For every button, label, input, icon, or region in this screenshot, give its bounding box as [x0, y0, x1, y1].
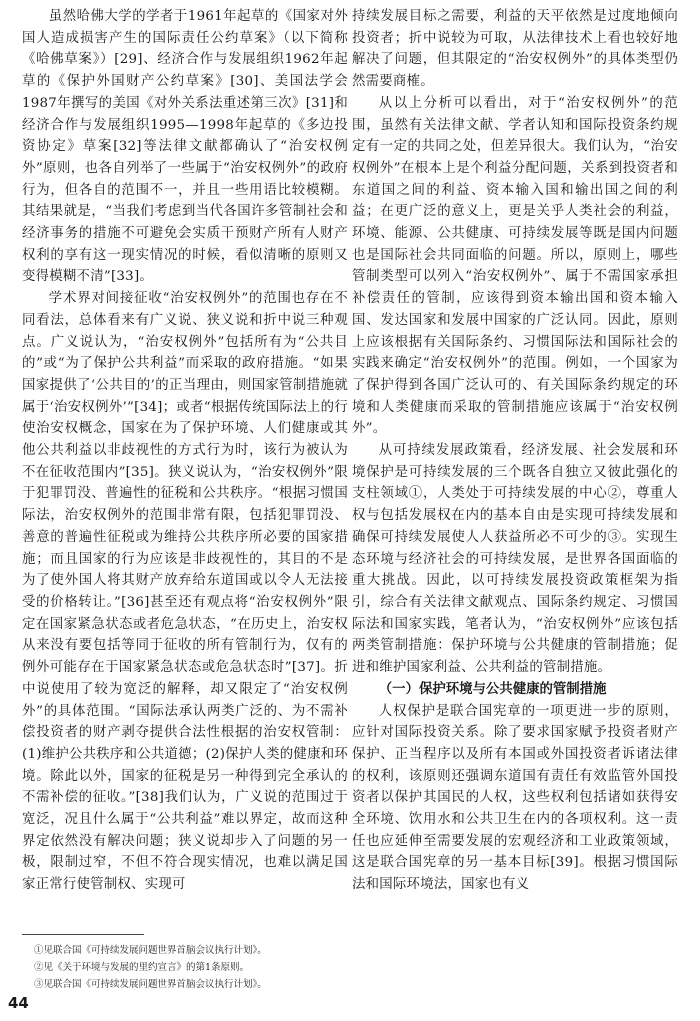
footnote: ②见《关于环境与发展的里约宣言》的第1条原则。 [34, 962, 250, 973]
section-heading: （一）保护环境与公共健康的管制措施 [378, 681, 607, 697]
paragraph: 从可持续发展政策看，经济发展、社会发展和环境保护是可持续发展的三个既各自独立又彼此强化的支柱领域①，人类处于可持续发展的中心②，尊重人权与包括发展权在内的基本自由是实现可持续发展和确保可持续发展使人人获益所必不可少的③。实现生态环境与经济社会的可持续发展，是世界各国面临的重大挑战。因此，以可持续发展投资政策框架为指引，综合有关法律文献观点、国际条约规定、习惯国际法和国家实践，笔者认为，“治安权例外”应该包括两类管制措施：保护环境与公共健康的管制措施；促进和维护国家利益、公共利益的管制措施。 [352, 443, 678, 676]
footnote: ①见联合国《可持续发展问题世界首脑会议执行计划》。 [34, 945, 267, 956]
page-number: 44 [8, 994, 29, 1012]
paragraph: 虽然哈佛大学的学者于1961年起草的《国家对外国人造成损害产生的国际责任公约草案》（以下简称《哈佛草案》）[29]、经济合作与发展组织1962年起草的《保护外国财产公约草案》[30]、美国法学会1987年撰写的美国《对外关系法重述第三次》[31]和经济合作与发展组织1995—1998年起草的《多边投资协定》草案[32]等法律文献都确认了“治安权例外”原则，也各自列举了一些属于“治安权例外”的政府行为，但各自的范围不一，并且一些用语比较模糊。其结果就是，“当我们考虑到当代各国许多管制社会和经济事务的措施不可避免会实质干预财产所有人财产权利的享有这一现实情况的时候，看似清晰的原则又变得模糊不清”[33]。 [22, 9, 348, 285]
paragraph: 从以上分析可以看出，对于“治安权例外”的范围，虽然有关法律文献、学者认知和国际投资条约规定有一定的共同之处，但差异很大。我们认为，“治安权例外”在根本上是个利益分配问题，关系到投资者和东道国之间的利益、资本输入国和输出国之间的利益；在更广泛的意义上，更是关乎人类社会的利益，环境、能源、公共健康、可持续发展等既是国内问题也是国际社会共同面临的问题。所以，原则上，哪些管制类型可以列入“治安权例外”、属于不需国家承担补偿责任的管制，应该得到资本输出国和资本输入国、发达国家和发展中国家的广泛认同。因此，原则上应该根据有关国际条约、习惯国际法和国际社会的实践来确定“治安权例外”的范围。例如，一个国家为了保护得到各国广泛认可的、有关国际条约规定的环境和人类健康而采取的管制措施应该属于“治安权例外”。 [352, 95, 678, 437]
left-column [22, 6, 348, 896]
footnote: ③见联合国《可持续发展问题世界首脑会议执行计划》。 [34, 979, 267, 990]
footnote-divider [22, 934, 144, 935]
paragraph-continued: 持续发展目标之需要，利益的天平依然是过度地倾向投资者；折中说较为可取，从法律技术上看也较好地解决了问题，但其限定的“治安权例外”的具体类型仍然需要商榷。 [352, 9, 678, 90]
right-column [352, 6, 678, 896]
paragraph: 人权保护是联合国宪章的一项更进一步的原则，应针对国际投资关系。除了要求国家赋予投资者财产保护、正当程序以及所有本国或外国投资者诉诸法律的权利，该原则还强调东道国有责任有效监管外国投资者以保护其国民的人权，这些权利包括诸如获得安全环境、饮用水和公共卫生在内的各项权利。这一责任也应延伸至需要发展的宏观经济和工业政策领域，这是联合国宪章的另一基本目标[39]。根据习惯国际法和国际环境法，国家也有义 [352, 703, 678, 893]
paragraph: 学术界对间接征收“治安权例外”的范围也存在不同看法，总体看来有广义说、狭义说和折中说三种观点。广义说认为，“治安权例外”包括所有为“公共目的”或“为了保护公共利益”而采取的政府措施。“如果国家提供了‘公共目的’的正当理由，则国家管制措施就属于‘治安权例外’”[34]；或者“根据传统国际法上的行使治安权概念，国家在为了保护环境、人们健康或其他公共利益以非歧视性的方式行为时，该行为被认为不在征收范围内”[35]。狭义说认为，“治安权例外”限于犯罪罚没、普遍性的征税和公共秩序。“根据习惯国际法，治安权例外的范围非常有限，包括犯罪罚没、善意的普遍性征税或为维持公共秩序所必要的国家措施；而且国家的行为应该是非歧视性的，其目的不是为了使外国人将其财产放弃给东道国或以令人无法接受的价格转让。”[36]甚至还有观点将“治安权例外”限定在国家紧急状态或者危急状态，“在历史上，治安权从来没有要包括等同于征收的所有管制行为，仅有的例外可能存在于国家紧急状态或危急状态时”[37]。折中说使用了较为宽泛的解释，却又限定了“治安权例外”的具体范围。“国际法承认两类广泛的、为不需补偿投资者的财产剥夺提供合法性根据的治安权管制：(1)维护公共秩序和公共道德；(2)保护人类的健康和环境。除此以外，国家的征税是另一种得到完全承认的不需补偿的征收。”[38]我们认为，广义说的范围过于宽泛，况且什么属于“公共利益”难以界定，故而这种界定依然没有解决问题；狭义说却步入了问题的另一极，限制过窄，不但不符合现实情况，也难以满足国家正常行使管制权、实现可 [22, 291, 348, 893]
footnotes [34, 942, 674, 993]
